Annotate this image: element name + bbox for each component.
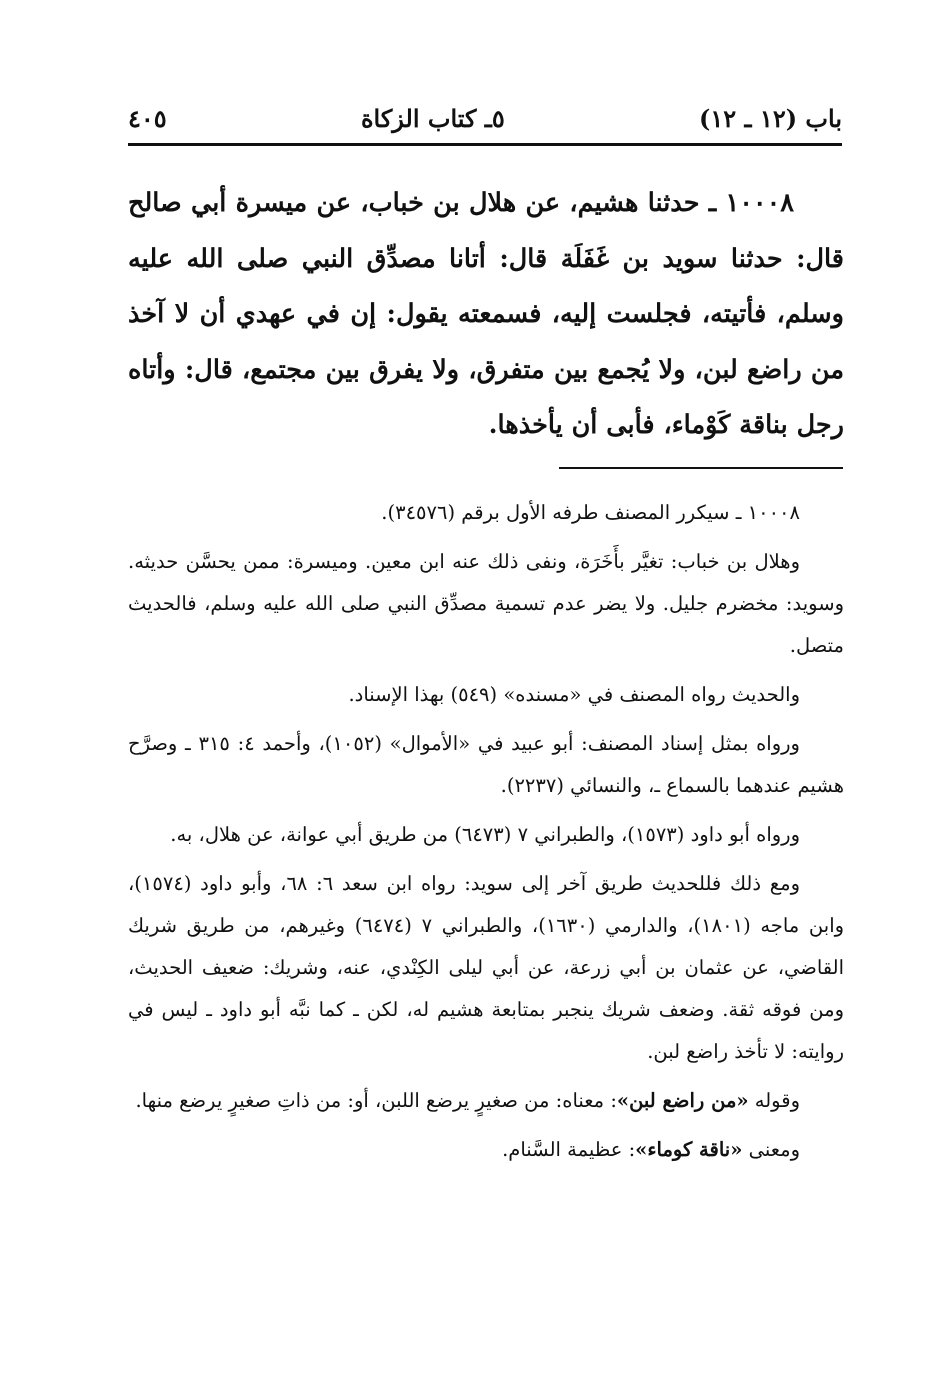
footnote-definition-kawma — [128, 1129, 844, 1171]
definition-intro: ومعنى — [742, 1138, 800, 1161]
chapter-reference: باب (١٢ ـ ١٢) — [699, 103, 842, 133]
definition-term: «ناقة كوماء» — [635, 1138, 743, 1161]
footnote-other-route: ومع ذلك فللحديث طريق آخر إلى سويد: رواه ابن سعد ٦: ٦٨، وأبو داود (١٥٧٤)، وابن ماجه (١٨٠١)، والدارمي (١٦٣٠)، والطبراني ٧ (٦٤٧٤) وغيرهم، من طريق شريك القاضي، عن عثمان بن أبي زرعة، عن أبي ليلى الكِنْدي، عنه، وشريك: ضعيف الحديث، ومن فوقه ثقة. وضعف شريك ينجبر بمتابعة هشيم له، لكن ـ كما نبَّه أبو داود ـ ليس في روايته: لا تأخذ راضع لبن. — [128, 872, 845, 1063]
footnote-narrators: وهلال بن خباب: تغيَّر بأَخَرَة، ونفى ذلك عنه ابن معين. وميسرة: ممن يحسَّن حديثه. وسويد: مخضرم جليل. ولا يضر عدم تسمية مصدِّق النبي صلى الله عليه وسلم، فالحديث متصل. — [128, 550, 844, 657]
definition-intro: وقوله — [748, 1089, 800, 1112]
page-header — [128, 96, 842, 140]
header-divider — [128, 143, 842, 146]
definition-meaning: : عظيمة السَّنام. — [502, 1138, 636, 1161]
footnote-abu-dawud: ورواه أبو داود (١٥٧٣)، والطبراني ٧ (٦٤٧٣) من طريق أبي عوانة، عن هلال، به. — [170, 823, 800, 846]
definition-term: «من راضع لبن» — [616, 1089, 749, 1112]
hadith-paragraph: ١٠٠٠٨ ـ حدثنا هشيم، عن هلال بن خباب، عن ميسرة أبي صالح قال: حدثنا سويد بن غَفَلَة قال: أتانا مصدِّق النبي صلى الله عليه وسلم، فأتيته، فجلست إليه، فسمعته يقول: إن في عهدي أن لا آخذ من راضع لبن، ولا يُجمع بين متفرق، ولا يفرق بين مجتمع، قال: وأتاه رجل بناقة كَوْماء، فأبى أن يأخذها. — [128, 188, 844, 440]
footnotes-block — [128, 492, 844, 1178]
footnote-parallel-chains: ورواه بمثل إسناد المصنف: أبو عبيد في «الأموال» (١٠٥٢)، وأحمد ٤: ٣١٥ ـ وصرَّح هشيم عندهما بالسماع ـ، والنسائي (٢٢٣٧). — [128, 732, 844, 797]
footnote-definition-radi — [128, 1080, 844, 1122]
footnote-divider — [559, 467, 843, 469]
footnote-cross-reference: ١٠٠٠٨ ـ سيكرر المصنف طرفه الأول برقم (٣٤٥٧٦). — [381, 501, 800, 524]
hadith-text-block — [128, 176, 844, 454]
book-title: ٥ـ كتاب الزكاة — [360, 103, 505, 133]
definition-meaning: : معناه: من صغيرٍ يرضع اللبن، أو: من ذاتِ صغيرٍ يرضع منها. — [135, 1089, 617, 1112]
footnote-musnad: والحديث رواه المصنف في «مسنده» (٥٤٩) بهذا الإسناد. — [348, 683, 800, 706]
page-number: ٤٠٥ — [128, 103, 167, 133]
